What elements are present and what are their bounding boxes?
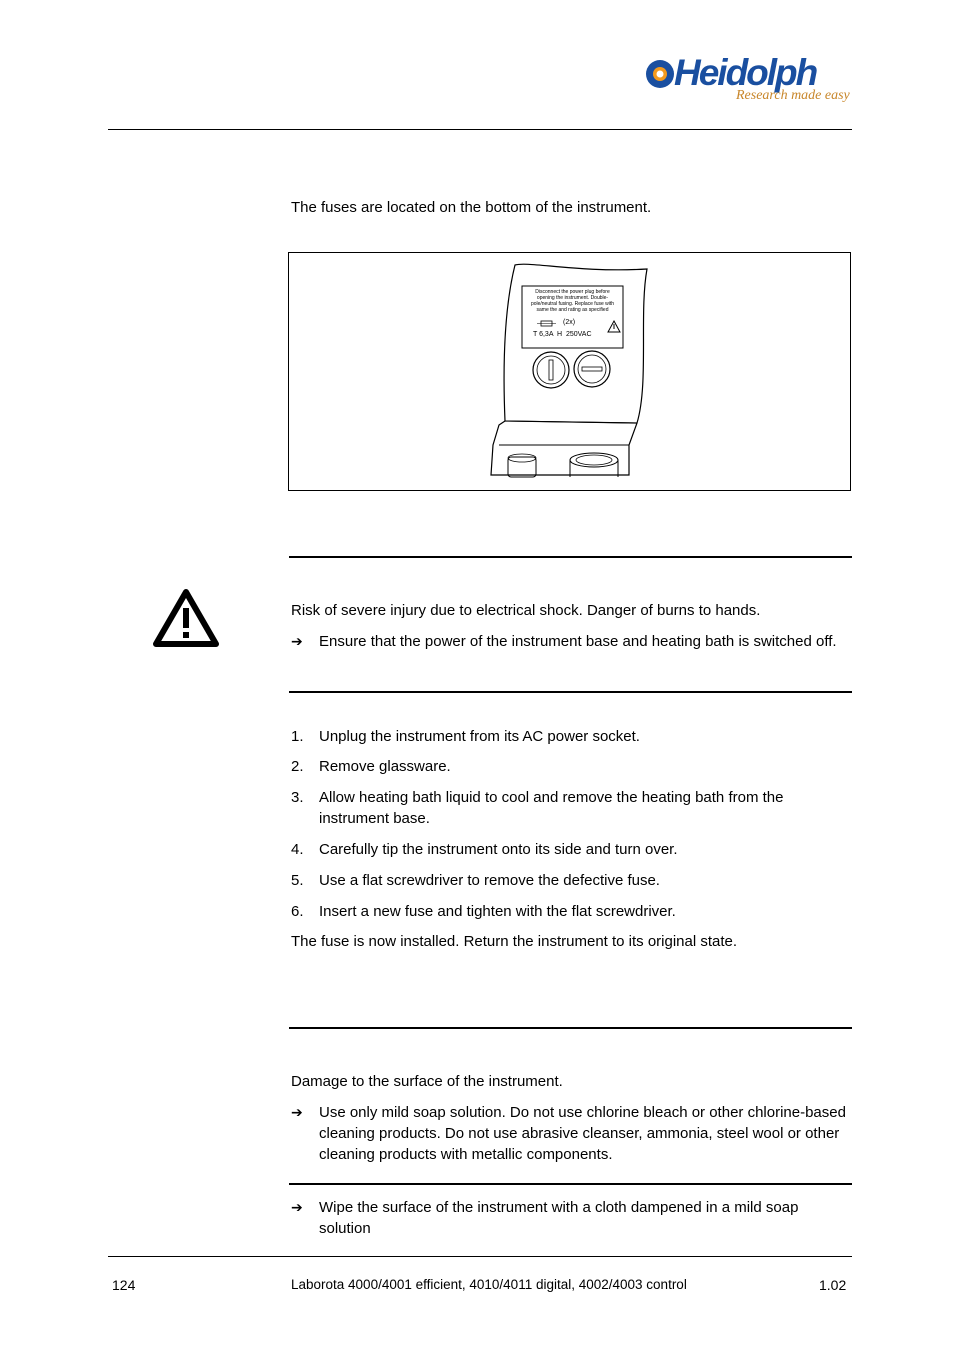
fuse-label-line3: pole/neutral fusing. Replace fuse with — [530, 301, 615, 307]
cleaning-bullet — [291, 1197, 851, 1239]
fuse-intro-text: The fuses are located on the bottom of the instrument. — [291, 199, 652, 216]
page-number: 124 — [112, 1277, 136, 1293]
warning-bottom-rule — [289, 691, 852, 693]
fuse-label-line2: opening the instrument. Double- — [536, 295, 609, 301]
arrow-right-icon: ➔ — [291, 633, 303, 649]
warning-top-rule — [289, 556, 852, 558]
caution-top-rule — [289, 1027, 852, 1029]
heidolph-logo — [640, 50, 855, 112]
fuse-label-line4: same the and rating as specified — [536, 307, 609, 313]
header-rule — [108, 129, 852, 130]
list-item: 6. Insert a new fuse and tighten with the flat screwdriver. — [291, 903, 676, 920]
footer-rule — [108, 1256, 852, 1257]
caution-bullet — [291, 1102, 851, 1165]
caution-bottom-rule — [289, 1183, 852, 1185]
caution-bullet-text: Use only mild soap solution. Do not use chlorine bleach or other chlorine-based cleaning products. Do not use abrasive cleanser, ammonia, steel wool or other cleaning products with metallic components. — [319, 1104, 846, 1163]
list-item: 1. Unplug the instrument from its AC power socket. — [291, 728, 640, 745]
logo-wordmark: Heidolph — [674, 52, 817, 93]
list-item: 2. Remove glassware. — [291, 758, 451, 775]
steps-result-text: The fuse is now installed. Return the instrument to its original state. — [291, 933, 738, 950]
caution-text: Damage to the surface of the instrument. — [291, 1073, 563, 1090]
warning-text: Risk of severe injury due to electrical shock. Danger of burns to hands. — [291, 602, 761, 619]
warning-bullet-text: Ensure that the power of the instrument base and heating bath is switched off. — [319, 633, 837, 650]
product-name: Laborota 4000/4001 efficient, 4010/4011 digital, 4002/4003 control — [291, 1277, 687, 1292]
fuse-label-text — [522, 289, 623, 313]
fuse-label-line1: Disconnect the power plug before — [535, 289, 610, 295]
list-item: 3. Allow heating bath liquid to cool and remove the heating bath from the instrument base. — [291, 789, 784, 827]
warning-bullet — [291, 631, 851, 652]
logo-tagline: Research made easy — [736, 88, 850, 103]
fuse-label-qty: (2x) — [563, 319, 576, 326]
warning-triangle-icon — [152, 588, 220, 648]
arrow-right-icon: ➔ — [291, 1199, 303, 1215]
fuse-label-rating: T 6,3A H 250VAC — [533, 331, 592, 338]
fuse-figure — [288, 252, 851, 491]
doc-version: 1.02 — [819, 1277, 847, 1293]
arrow-right-icon: ➔ — [291, 1104, 303, 1120]
list-item: 4. Carefully tip the instrument onto its side and turn over. — [291, 841, 678, 858]
list-item: 5. Use a flat screwdriver to remove the defective fuse. — [291, 872, 660, 889]
cleaning-bullet-text: Wipe the surface of the instrument with a cloth dampened in a mild soap solution — [319, 1199, 799, 1237]
